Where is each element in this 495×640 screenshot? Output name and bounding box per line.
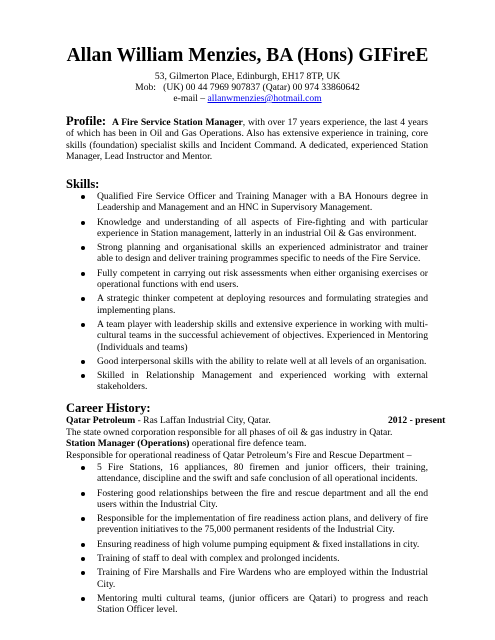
email-prefix: e-mail – bbox=[173, 93, 208, 104]
profile-heading: Profile: bbox=[66, 114, 107, 128]
list-item bbox=[80, 539, 428, 550]
list-item bbox=[80, 319, 428, 353]
role-row bbox=[66, 438, 428, 449]
list-item-text: Responsible for the implementation of fire readiness action plans, and delivery of fire prevention initiatives to the 75,000 permanent residents of the Industrial City. bbox=[97, 513, 428, 536]
list-item bbox=[80, 191, 428, 214]
bullet-icon bbox=[81, 597, 85, 601]
list-item-text: Qualified Fire Service Officer and Training Manager with a BA Honours degree in Leadership and Management and an HNC in Supervisory Management. bbox=[97, 191, 428, 214]
list-item bbox=[80, 593, 428, 616]
list-item-text: Knowledge and understanding of all aspects of Fire-fighting and with particular experience in Station management, latterly in an industrial Oil & Gas environment. bbox=[97, 216, 428, 239]
profile-title: A Fire Service Station Manager bbox=[112, 117, 243, 128]
company-description: The state owned corporation responsible for all phases of oil & gas industry in Qatar. bbox=[66, 426, 393, 438]
address-line: 53, Gilmerton Place, Edinburgh, EH17 8TP, UK bbox=[154, 71, 341, 82]
bullet-icon bbox=[81, 246, 85, 250]
list-item-text: Training of Fire Marshalls and Fire Wardens who are employed within the Industrial City. bbox=[97, 567, 428, 590]
list-item-text: Good interpersonal skills with the ability to relate well at all levels of an organisation. bbox=[97, 355, 427, 367]
list-item bbox=[80, 567, 428, 590]
bullet-icon bbox=[81, 297, 85, 301]
bullet-icon bbox=[81, 492, 85, 496]
skills-heading: Skills: bbox=[66, 177, 100, 191]
bullet-icon bbox=[81, 360, 85, 364]
career-duties-list bbox=[80, 462, 428, 619]
bullet-icon bbox=[81, 195, 85, 199]
email-line bbox=[0, 93, 495, 104]
bullet-icon bbox=[81, 571, 85, 575]
employment-dates: 2012 - present bbox=[388, 415, 446, 426]
list-item-text: Mentoring multi cultural teams, (junior officers are Qatari) to progress and reach Station Officer level. bbox=[97, 592, 428, 616]
list-item bbox=[80, 268, 428, 291]
bullet-icon bbox=[81, 374, 85, 378]
skills-list bbox=[80, 191, 428, 396]
employer-row bbox=[66, 415, 446, 426]
bullet-icon bbox=[81, 272, 85, 276]
list-item-text: Fostering good relationships between the fire and rescue department and all the end users within the Industrial City. bbox=[97, 487, 428, 510]
bullet-icon bbox=[81, 323, 85, 327]
employer-name: Qatar Petroleum bbox=[66, 415, 136, 426]
email-link[interactable]: allanwmenzies@hotmail.com bbox=[207, 93, 322, 104]
list-item bbox=[80, 293, 428, 316]
list-item-text: A strategic thinker competent at deploying resources and formulating strategies and implementing plans. bbox=[97, 293, 428, 316]
role-description: operational fire defence team. bbox=[189, 438, 307, 449]
responsibility-line: Responsible for operational readiness of Qatar Petroleum’s Fire and Rescue Department – bbox=[66, 449, 412, 461]
bullet-icon bbox=[81, 221, 85, 225]
list-item bbox=[80, 513, 428, 536]
bullet-icon bbox=[81, 557, 85, 561]
list-item-text: 5 Fire Stations, 16 appliances, 80 firemen and junior officers, their training, attendance, discipline and the swift and safe conclusion of all operational incidents. bbox=[97, 462, 428, 485]
career-heading: Career History: bbox=[66, 401, 151, 415]
list-item bbox=[80, 462, 428, 485]
mobile-line: Mob: (UK) 00 44 7969 907837 (Qatar) 00 974 33860642 bbox=[135, 82, 360, 93]
list-item bbox=[80, 370, 428, 393]
bullet-icon bbox=[81, 543, 85, 547]
employer-location: - Ras Laffan Industrial City, Qatar. bbox=[135, 415, 271, 426]
list-item-text: A team player with leadership skills and extensive experience in working with multi-cultural teams in the successful achievement of objectives. Experienced in Mentoring (Individuals and teams) bbox=[97, 318, 428, 353]
profile-section bbox=[66, 116, 428, 162]
list-item-text: Ensuring readiness of high volume pumping equipment & fixed installations in city. bbox=[97, 538, 420, 550]
profile-text: , with over 17 years experience, the last 4 years of which has been in Oil and Gas Operations. Also has extensive experience in training, core skills (foundation) specialist skills and Incident Command. A dedicated, experienced Station Manager, Lead Instructor and Mentor. bbox=[66, 117, 428, 162]
candidate-name: Allan William Menzies, BA (Hons) GIFireE bbox=[66, 45, 429, 66]
list-item bbox=[80, 488, 428, 511]
list-item-text: Training of staff to deal with complex and prolonged incidents. bbox=[97, 553, 340, 565]
bullet-icon bbox=[81, 466, 85, 470]
list-item bbox=[80, 553, 428, 564]
list-item bbox=[80, 217, 428, 240]
list-item-text: Fully competent in carrying out risk assessments when either organising exercises or operational functions with end users. bbox=[97, 267, 428, 291]
list-item bbox=[80, 242, 428, 265]
bullet-icon bbox=[81, 517, 85, 521]
list-item bbox=[80, 356, 428, 367]
role-title: Station Manager (Operations) bbox=[66, 438, 190, 449]
list-item-text: Strong planning and organisational skills an experienced administrator and trainer able to design and deliver training programmes specific to needs of the Fire Service. bbox=[97, 242, 428, 265]
list-item-text: Skilled in Relationship Management and experienced working with external stakeholders. bbox=[97, 370, 428, 393]
